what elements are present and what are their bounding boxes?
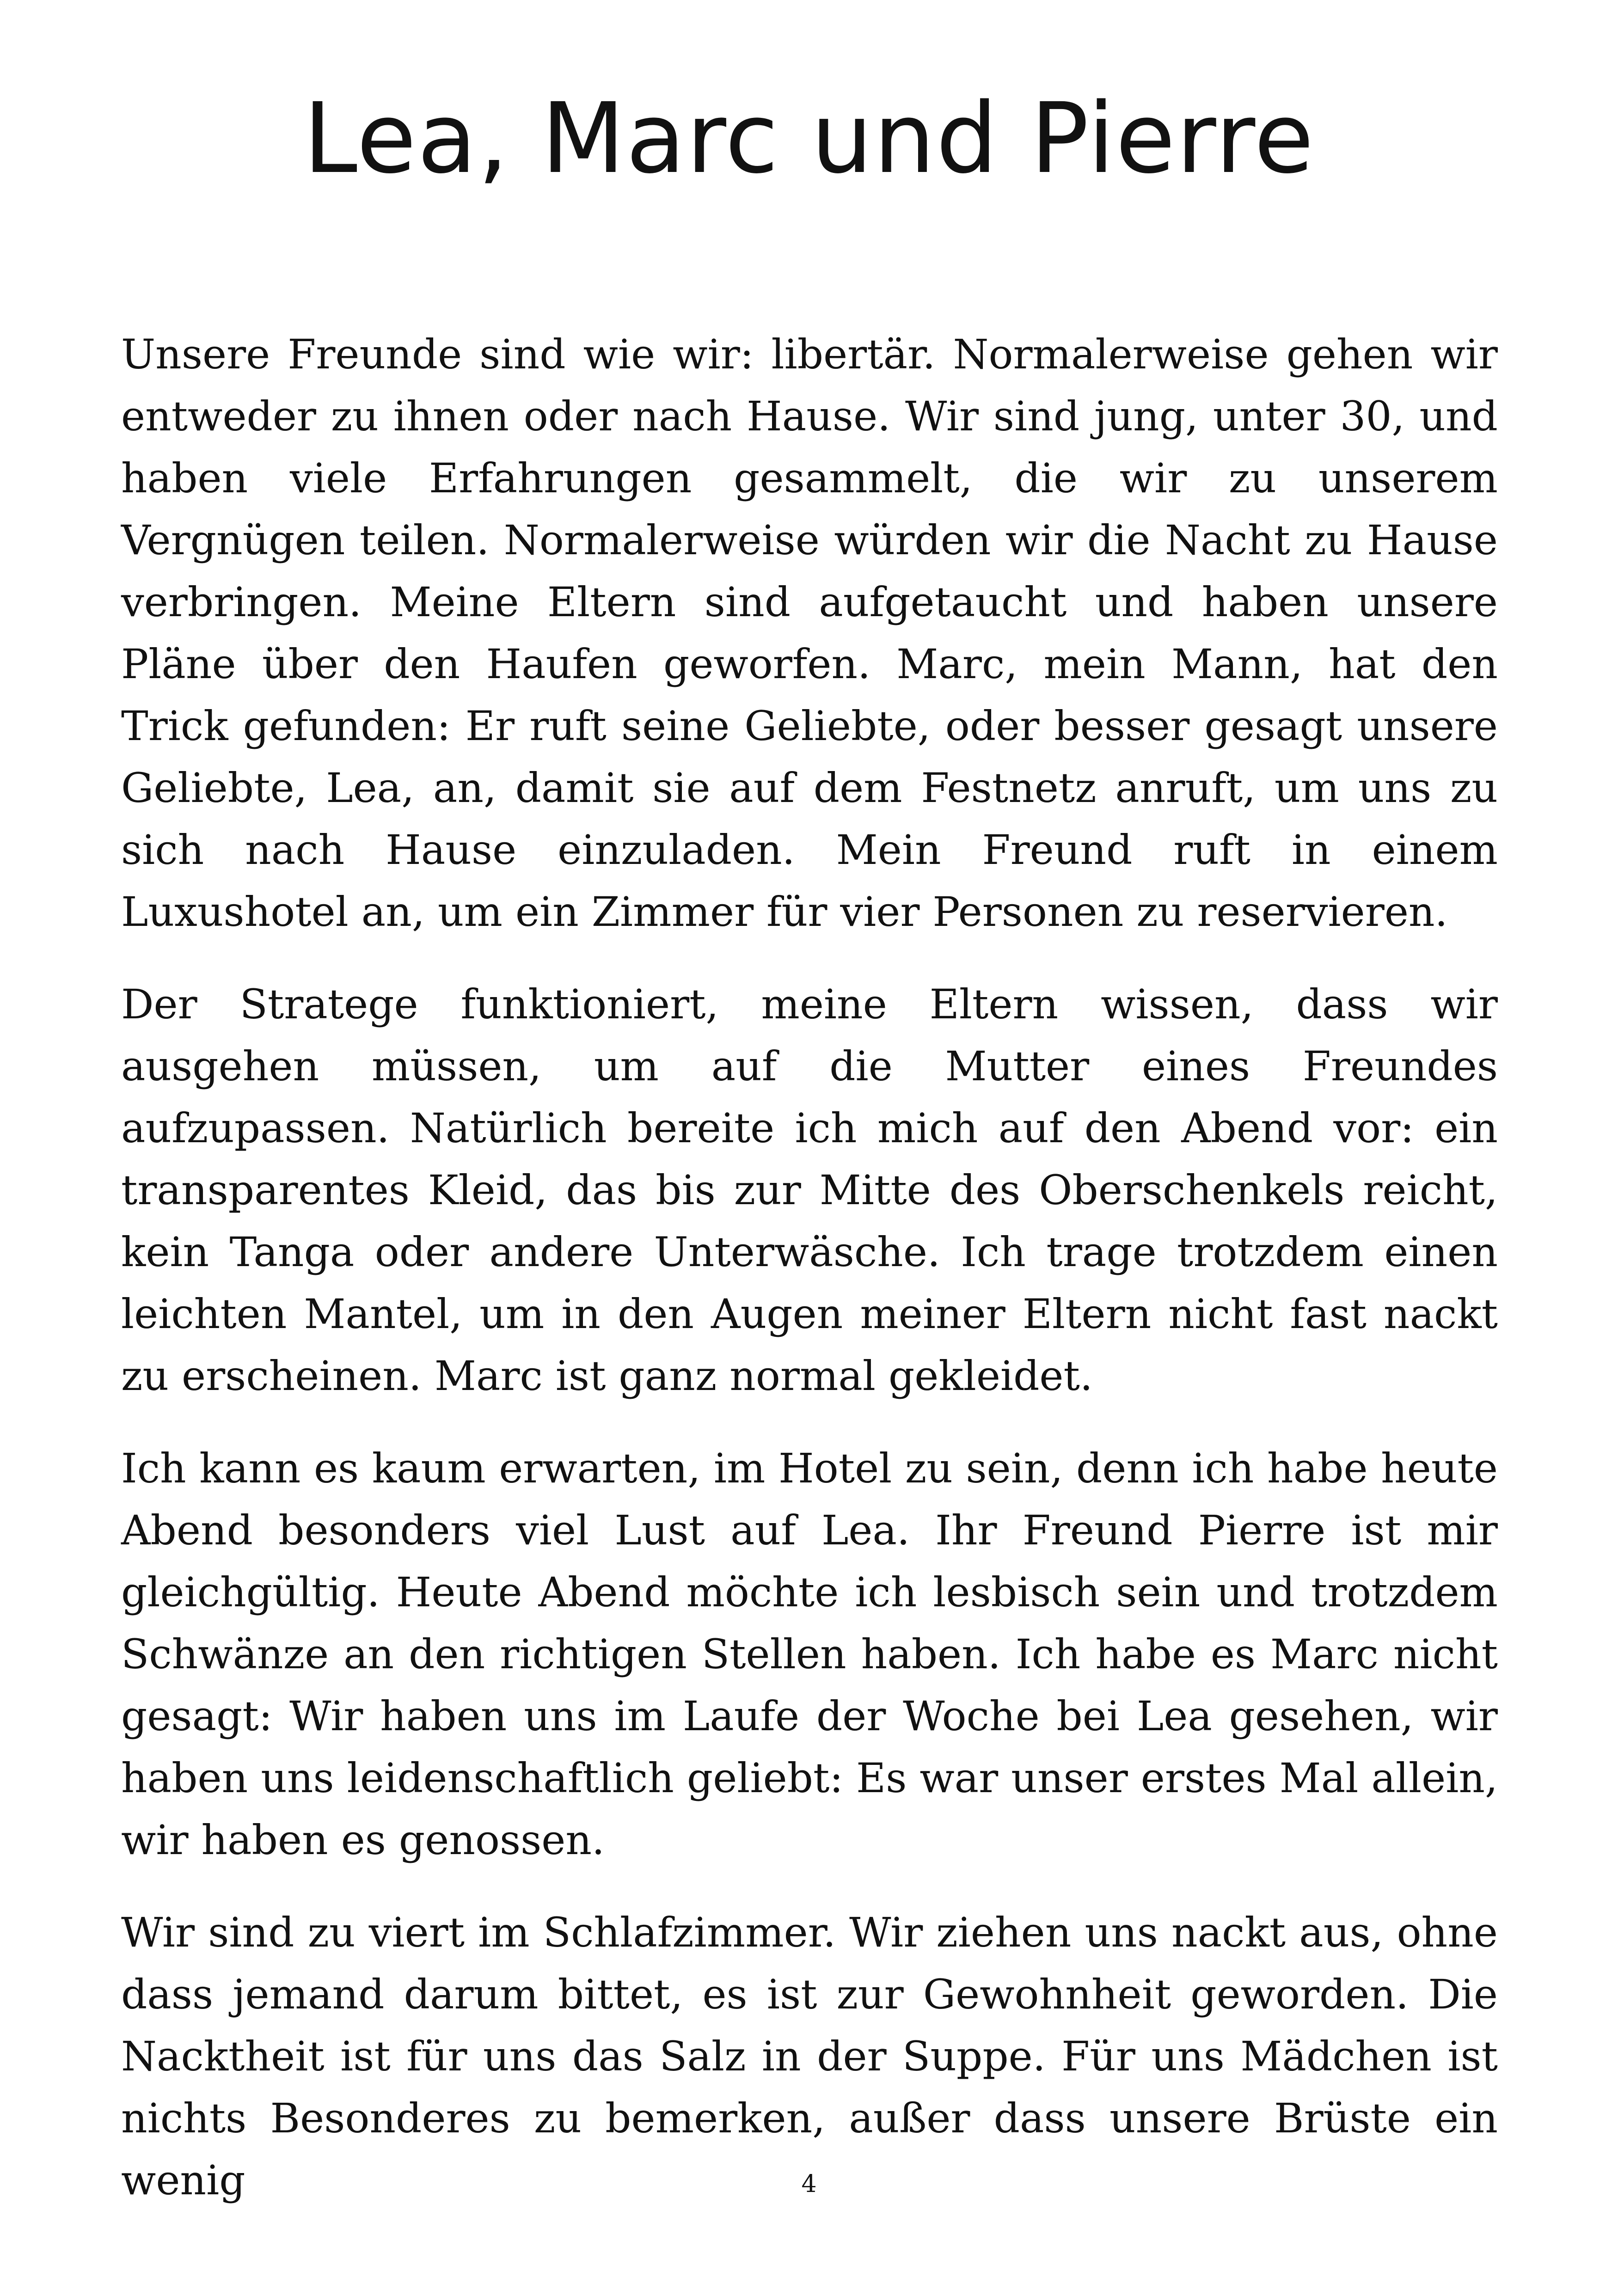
paragraph-1: Unsere Freunde sind wie wir: libertär. Normalerweise gehen wir entweder zu ihnen oder nach Hause. Wir sind jung, unter 30, und haben viele Erfahrungen gesammelt, die wir zu unserem Vergnügen teilen. Normalerweise würden wir die Nacht zu Hause verbringen. Meine Eltern sind aufgetaucht und haben unsere Pläne über den Haufen geworfen. Marc, mein Mann, hat den Trick gefunden: Er ruft seine Geliebte, oder besser gesagt unsere Geliebte, Lea, an, damit sie auf dem Festnetz anruft, um uns zu sich nach Hause einzuladen. Mein Freund ruft in einem Luxushotel an, um ein Zimmer für vier Personen zu reservieren. xyxy=(121,331,1498,936)
paragraph-3: Ich kann es kaum erwarten, im Hotel zu sein, denn ich habe heute Abend besonders viel Lust auf Lea. Ihr Freund Pierre ist mir gleichgültig. Heute Abend möchte ich lesbisch sein und trotzdem Schwänze an den richtigen Stellen haben. Ich habe es Marc nicht gesagt: Wir haben uns im Laufe der Woche bei Lea gesehen, wir haben uns leidenschaftlich geliebt: Es war unser erstes Mal allein, wir haben es genossen. xyxy=(121,1445,1498,1864)
page-number: 4 xyxy=(801,2170,817,2198)
body-text xyxy=(121,324,1498,2204)
paragraph-2: Der Stratege funktioniert, meine Eltern wissen, dass wir ausgehen müssen, um auf die Mutter eines Freundes aufzupassen. Natürlich bereite ich mich auf den Abend vor: ein transparentes Kleid, das bis zur Mitte des Oberschenkels reicht, kein Tanga oder andere Unterwäsche. Ich trage trotzdem einen leichten Mantel, um in den Augen meiner Eltern nicht fast nackt zu erscheinen. Marc ist ganz normal gekleidet. xyxy=(121,980,1498,1400)
paragraph-4: Wir sind zu viert im Schlafzimmer. Wir ziehen uns nackt aus, ohne dass jemand darum bittet, es ist zur Gewohnheit geworden. Die Nacktheit ist für uns das Salz in der Suppe. Für uns Mädchen ist nichts Besonderes zu bemerken, außer dass unsere Brüste ein wenig xyxy=(121,1909,1498,2204)
page-title: Lea, Marc und Pierre xyxy=(303,82,1315,195)
